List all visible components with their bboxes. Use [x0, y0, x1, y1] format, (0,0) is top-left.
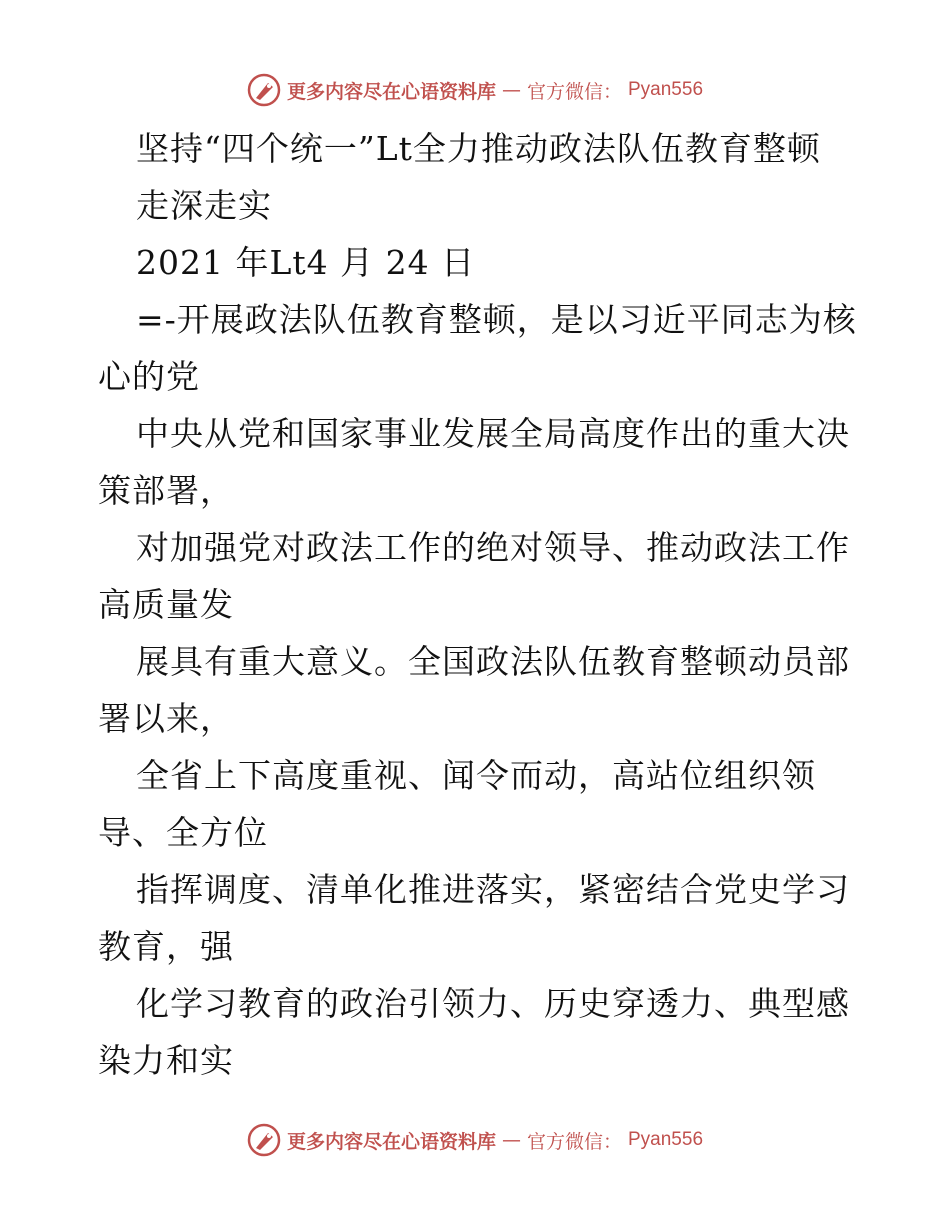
doc-paragraph-line: 心的党	[98, 357, 200, 396]
footer-watermark-banner	[0, 1120, 950, 1160]
doc-paragraph-line: 全省上下高度重视、闻令而动，高站位组织领	[136, 756, 816, 795]
doc-paragraph-line: 化学习教育的政治引领力、历史穿透力、典型感	[136, 984, 850, 1023]
doc-paragraph-line: 染力和实	[98, 1041, 234, 1080]
doc-paragraph-line: 对加强党对政法工作的绝对领导、推动政法工作	[136, 528, 850, 567]
doc-paragraph-line: 展具有重大意义。全国政法队伍教育整顿动员部	[136, 642, 850, 681]
doc-paragraph-line: 策部署，	[98, 471, 234, 510]
doc-paragraph-line: 教育，强	[98, 927, 234, 966]
doc-paragraph-line: 导、全方位	[98, 813, 268, 852]
banner-wechat-handle: Pyan556	[628, 79, 704, 100]
document-body	[98, 120, 858, 1089]
doc-date-line: 2021 年Lt4 月 24 日	[136, 243, 476, 282]
header-watermark-banner	[0, 70, 950, 110]
pen-nib-logo-icon	[247, 1123, 281, 1157]
doc-paragraph-line: =-开展政法队伍教育整顿，是以习近平同志为核	[136, 300, 857, 339]
banner-dash: —	[501, 79, 521, 101]
doc-paragraph-line: 高质量发	[98, 585, 234, 624]
banner-brand-text: 更多内容尽在心语资料库	[286, 80, 496, 103]
doc-paragraph-line: 中央从党和国家事业发展全局高度作出的重大决	[136, 414, 850, 453]
doc-paragraph-line: 署以来，	[98, 699, 234, 738]
banner-dash: —	[501, 1129, 521, 1151]
banner-wechat-label: 官方微信：	[526, 1130, 622, 1153]
doc-title-line-1: 坚持“四个统一”Lt全力推动政法队伍教育整顿	[136, 129, 821, 168]
banner-wechat-handle: Pyan556	[628, 1129, 704, 1150]
banner-brand-text: 更多内容尽在心语资料库	[286, 1130, 496, 1153]
pen-nib-logo-icon	[247, 73, 281, 107]
doc-title-line-2: 走深走实	[136, 186, 272, 225]
banner-wechat-label: 官方微信：	[526, 80, 622, 103]
doc-paragraph-line: 指挥调度、清单化推进落实，紧密结合党史学习	[136, 870, 850, 909]
